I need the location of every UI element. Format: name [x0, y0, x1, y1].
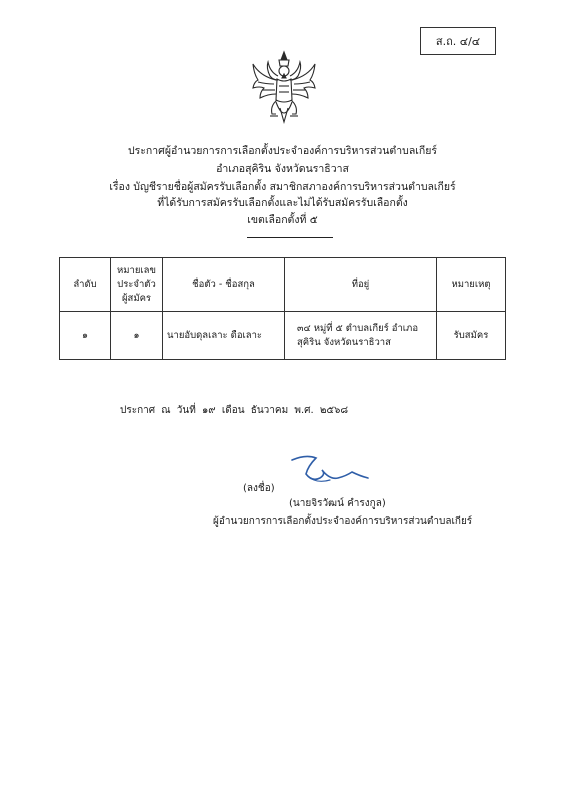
- signature-label: (ลงชื่อ): [243, 483, 275, 494]
- form-code: ส.ถ. ๔/๔: [435, 35, 481, 48]
- heading-line-2: อำเภอสุคิริน จังหวัดนราธิวาส: [216, 163, 349, 175]
- cell-order: ๑: [60, 312, 111, 360]
- table-row: [60, 312, 506, 360]
- header-order: ลำดับ: [60, 258, 111, 312]
- cell-remark: รับสมัคร: [437, 312, 506, 360]
- garuda-emblem-icon: [250, 50, 318, 126]
- header-number: [111, 258, 163, 312]
- cell-address-line-1: ๓๔ หมู่ที่ ๕ ตำบลเกียร์ อำเภอ: [297, 322, 419, 334]
- header-number-line-3: ผู้สมัคร: [121, 292, 152, 304]
- header-number-line-2: ประจำตัว: [117, 278, 156, 290]
- candidate-table: [59, 257, 506, 360]
- heading-line-5: เขตเลือกตั้งที่ ๕: [247, 214, 318, 226]
- form-code-box: [420, 27, 496, 55]
- header-address: ที่อยู่: [285, 258, 437, 312]
- header-remark: หมายเหตุ: [437, 258, 506, 312]
- signer-title: ผู้อำนวยการการเลือกตั้งประจำองค์การบริหารส่วนตำบลเกียร์: [213, 516, 473, 527]
- heading-line-4: ที่ได้รับการสมัครรับเลือกตั้งและไม่ได้รับสมัครรับเลือกตั้ง: [157, 197, 408, 209]
- heading-divider: [247, 237, 333, 238]
- cell-address-line-2: สุคิริน จังหวัดนราธิวาส: [297, 336, 391, 348]
- cell-address: [285, 312, 437, 360]
- signer-name: (นายจิรวัฒน์ คำรงกูล): [289, 498, 386, 509]
- header-name: ชื่อตัว - ชื่อสกุล: [163, 258, 285, 312]
- cell-number: ๑: [111, 312, 163, 360]
- heading-line-3: เรื่อง บัญชีรายชื่อผู้สมัครรับเลือกตั้ง สมาชิกสภาองค์การบริหารส่วนตำบลเกียร์: [109, 181, 456, 193]
- handwritten-signature: [286, 452, 370, 488]
- announcement-date: ประกาศ ณ วันที่ ๑๙ เดือน ธันวาคม พ.ศ. ๒๕๖๘: [120, 405, 349, 416]
- cell-name: นายอับดุลเลาะ ดือเลาะ: [163, 312, 285, 360]
- header-number-line-1: หมายเลข: [117, 264, 156, 276]
- table-header-row: [60, 258, 506, 312]
- heading-line-1: ประกาศผู้อำนวยการการเลือกตั้งประจำองค์การบริหารส่วนตำบลเกียร์: [127, 145, 437, 157]
